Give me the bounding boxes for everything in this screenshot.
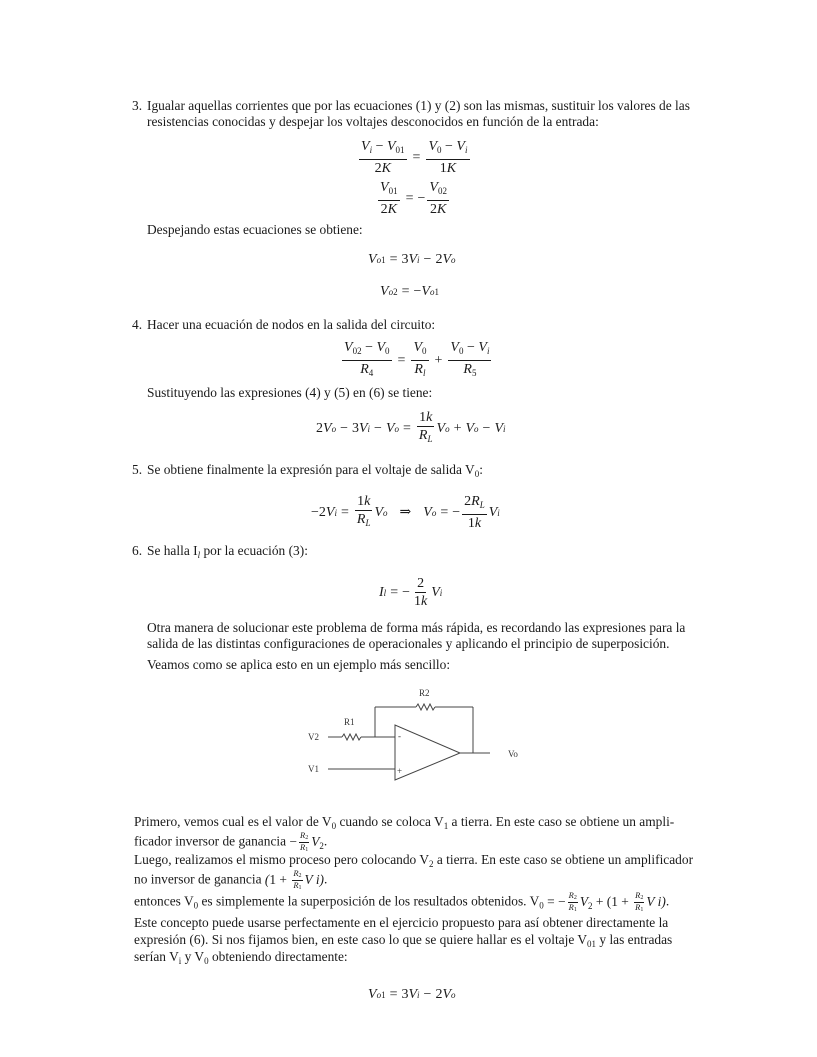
bottom-p1-line2: ficador inversor de ganancia − $\frac{R_2}{R_1}$ $V_2$. — [134, 830, 328, 853]
item-4-followup: Sustituyendo las expresiones (4) y (5) en (6) se tiene: — [147, 385, 433, 400]
paragraph-alt-method-line1: Otra manera de solucionar este problema de forma más rápida, es recordando las expresiones para la — [147, 620, 686, 635]
item-3-followup: Despejando estas ecuaciones se obtiene: — [147, 222, 363, 237]
inverting-input-symbol: - — [398, 731, 401, 741]
bottom-p4-line1: Este concepto puede usarse perfectamente en el ejercicio propuesto para así obtener directamente la — [134, 915, 669, 930]
item-number-3: 3. — [132, 98, 143, 113]
item-number-5: 5. — [132, 462, 143, 477]
item-6-text-line1: Se halla $I_l$ por la ecuación (3): — [147, 543, 308, 560]
bottom-p3-line1: entonces $V_0$ es simplemente la superposición de los resultados obtenidos. $V_0$ = − $\frac{R_2}{R_1}$ $V_2 + (1$ + $\frac{R_2}{R_1}$ V i). — [134, 890, 670, 913]
equation-load-current: I l = − $\frac{2}{1k}$ V i — [379, 576, 443, 609]
item-5-text-line1: Se obtiene finalmente la expresión para el voltaje de salida $V_0$: — [147, 462, 483, 479]
v1-label: V1 — [308, 764, 319, 774]
v2-label: V2 — [308, 732, 319, 742]
bottom-p2-line2: no inversor de ganancia (1 + $\frac{R_2}{R_1}$ V i). — [134, 868, 328, 891]
r1-label: R1 — [344, 717, 355, 727]
equation-output-voltage: −2 V i = $\frac{1k}{R_L}$ V o ⇒ V o = − $\frac{2R_L}{1k}$ V i — [311, 494, 500, 531]
equation-substituted: 2 V o − 3 V i − V o = $\frac{1k}{R_L}$ V o + V o − V i — [316, 410, 506, 444]
bottom-p4-line2: expresión (6). Si nos fijamos bien, en este caso lo que se quiere hallar es el voltaje $V_{01}$ y las entradas — [134, 932, 673, 949]
bottom-p2-line1: Luego, realizamos el mismo proceso pero colocando $V_2$ a tierra. En este caso se obtiene un amplificador — [134, 852, 694, 869]
bottom-p1-line1: Primero, vemos cual es el valor de $V_0$ cuando se coloca $V_1$ a tierra. En este caso se obtiene un ampli- — [134, 814, 675, 831]
item-number-6: 6. — [132, 543, 143, 558]
vo-label: Vo — [508, 749, 518, 759]
item-3-text-line1: Igualar aquellas corrientes que por las ecuaciones (1) y (2) son las mismas, sustituir los valores de las — [147, 98, 690, 113]
r1-resistor — [342, 734, 361, 740]
final-equation-vo1: V o1 = 3 V i − 2 V o — [368, 987, 456, 1002]
item-3-text-line2: resistencias conocidas y despejar los voltajes desconocidos en función de la entrada: — [147, 114, 599, 129]
r2-label: R2 — [419, 688, 430, 698]
bottom-p4-line3: serían $V_i$ y $V_0$ obteniendo directamente: — [134, 949, 348, 966]
item-number-4: 4. — [132, 317, 143, 332]
equation-current-balance-1: $\frac{V_i - V_{01}}{2K}$ = $\frac{V_0 - V_i}{1K}$ — [361, 139, 468, 176]
paragraph-example-intro: Veamos como se aplica esto en un ejemplo más sencillo: — [147, 657, 451, 672]
r2-resistor — [416, 704, 435, 710]
equation-vo2: V o2 = − V o1 — [380, 284, 439, 299]
equation-node-output: $\frac{V_{02} - V_0}{R_4}$ = $\frac{V_0}{R_l}$ + $\frac{V_0 - V_i}{R_5}$ — [344, 340, 490, 378]
opamp-triangle — [395, 725, 460, 780]
opamp-circuit-diagram — [300, 685, 540, 785]
item-4-text-line1: Hacer una ecuación de nodos en la salida del circuito: — [147, 317, 436, 332]
noninverting-input-symbol: + — [397, 766, 403, 776]
equation-current-balance-2: $\frac{V_{01}}{2K}$ = − $\frac{V_{02}}{2K}$ — [380, 180, 447, 217]
equation-vo1: V o1 = 3 V i − 2 V o — [368, 252, 456, 267]
paragraph-alt-method-line2: salida de las distintas configuraciones de operacionales y aplicando el principio de superposición. — [147, 636, 670, 651]
